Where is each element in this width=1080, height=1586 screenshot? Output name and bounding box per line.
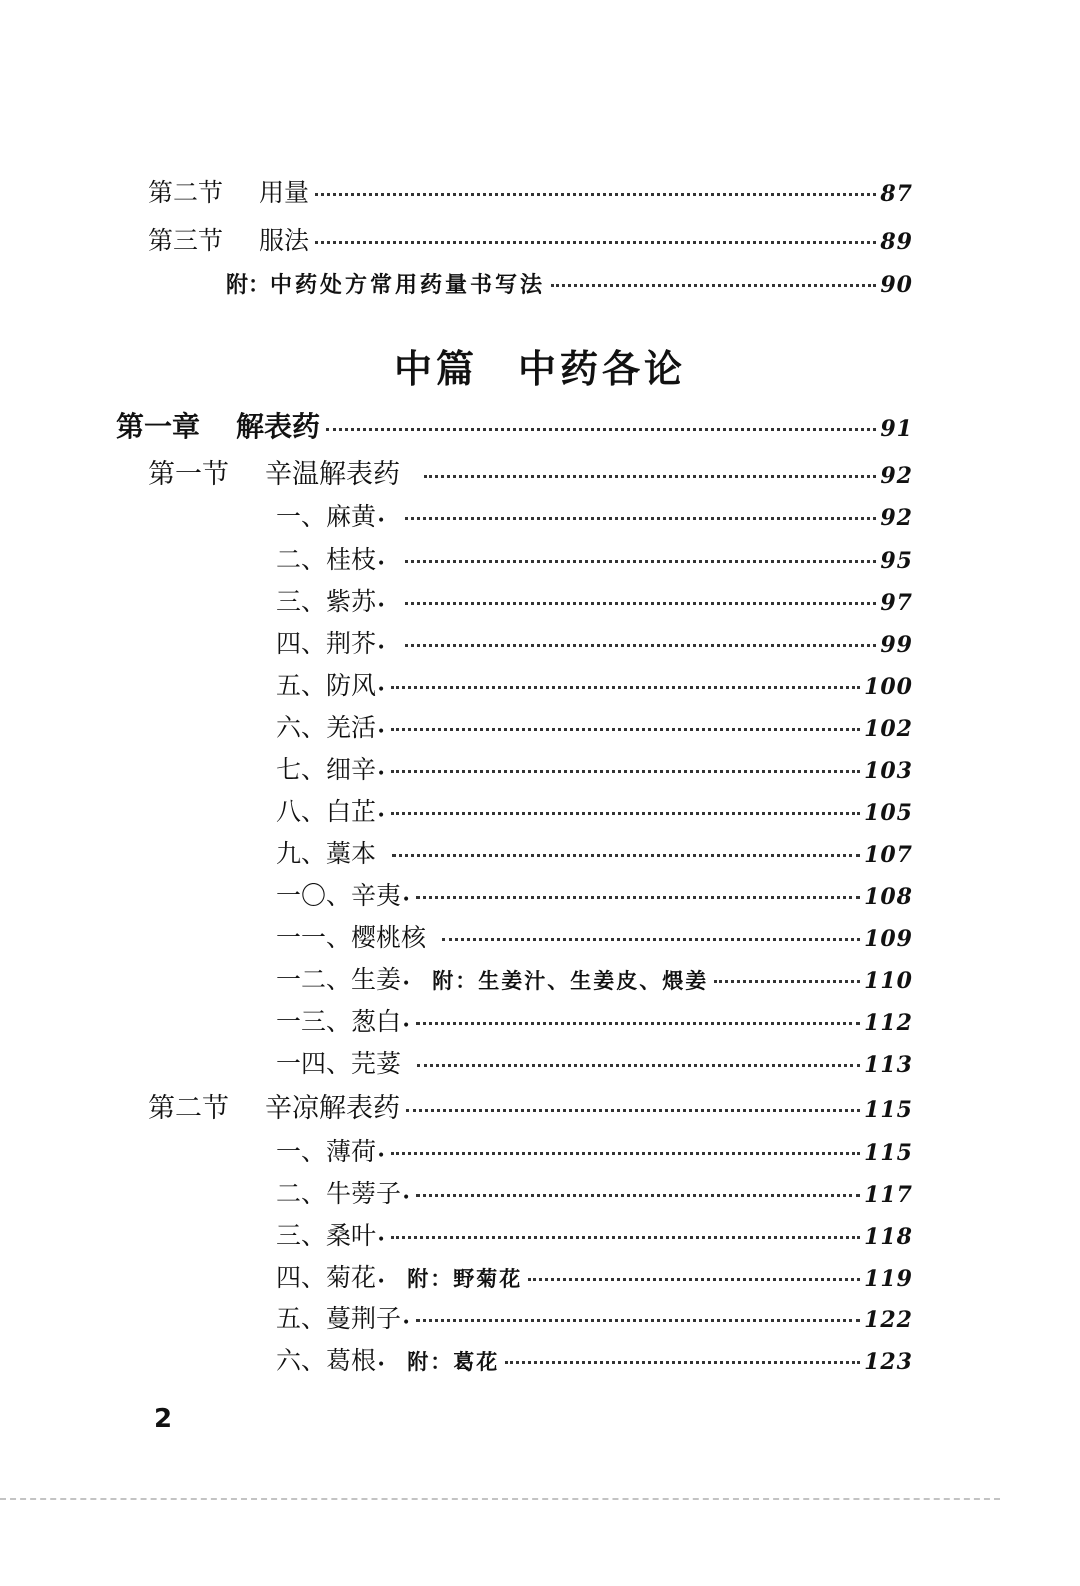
- asterisk-mark: •: [377, 1274, 386, 1290]
- toc-entry-item: [276, 1344, 913, 1382]
- dot-leader: [417, 1054, 860, 1067]
- scan-artifact-line: [0, 1494, 1000, 1500]
- entry-number: 四、: [276, 629, 327, 658]
- entry-title: 辛温解表药: [265, 459, 400, 490]
- entry-title: 用量: [259, 178, 310, 207]
- entry-title: 藁本: [326, 839, 377, 868]
- dot-leader: [416, 1012, 860, 1025]
- entry-page-number: 119: [864, 1266, 913, 1292]
- entry-title: 细辛: [326, 755, 377, 784]
- asterisk-mark: •: [377, 724, 386, 740]
- entry-page-number: 118: [864, 1224, 913, 1250]
- dot-leader: [391, 802, 860, 815]
- entry-title: 桑叶: [326, 1221, 377, 1250]
- entry-number: 第二节: [148, 178, 224, 207]
- dot-leader: [405, 634, 876, 647]
- entry-number: 五、: [276, 1304, 327, 1333]
- entry-number: 二、: [276, 545, 327, 574]
- entry-page-number: 117: [864, 1182, 913, 1208]
- entry-number: 一一、: [276, 923, 352, 952]
- entry-page-number: 92: [880, 505, 913, 531]
- toc-entry-item: [276, 1261, 913, 1299]
- asterisk-mark: •: [377, 1357, 386, 1373]
- dot-leader: [391, 760, 860, 773]
- entry-title: 蔓荆子: [326, 1304, 402, 1333]
- toc-entry-item: [276, 1302, 913, 1340]
- entry-number: 第二节: [148, 1093, 229, 1124]
- entry-title: 樱桃核: [351, 923, 427, 952]
- toc-entry-item: [276, 1005, 913, 1043]
- entry-number: 六、: [276, 713, 327, 742]
- toc-entry-item: [276, 837, 913, 872]
- asterisk-mark: •: [402, 892, 411, 908]
- asterisk-mark: •: [377, 808, 386, 824]
- toc-entry-chapter: [116, 410, 913, 446]
- entry-title: 牛蒡子: [326, 1179, 402, 1208]
- entry-title: 解表药: [236, 410, 321, 443]
- entry-number: 第三节: [148, 226, 224, 255]
- entry-number: 六、: [276, 1346, 327, 1375]
- entry-title: 麻黄: [326, 502, 377, 531]
- dot-leader: [405, 550, 876, 563]
- entry-page-number: 90: [880, 272, 913, 298]
- entry-page-number: 100: [864, 674, 913, 700]
- entry-page-number: 107: [864, 842, 913, 868]
- dot-leader: [405, 592, 876, 605]
- asterisk-mark: •: [377, 556, 386, 572]
- entry-number: 第一章: [116, 410, 201, 443]
- part-heading-title: 中药各论: [518, 346, 687, 391]
- entry-page-number: 115: [864, 1140, 913, 1166]
- part-heading: [0, 338, 1080, 393]
- toc-entry-item: [276, 753, 913, 791]
- dot-leader: [528, 1268, 860, 1281]
- entry-page-number: 89: [880, 229, 913, 255]
- dot-leader: [315, 231, 876, 244]
- dot-leader: [424, 465, 876, 478]
- dot-leader: [405, 507, 876, 520]
- dot-leader: [551, 274, 876, 287]
- entry-page-number: 87: [880, 181, 913, 207]
- dot-leader: [315, 183, 876, 196]
- entry-page-number: 112: [864, 1010, 913, 1036]
- entry-number: 三、: [276, 587, 327, 616]
- toc-entry-item: [276, 500, 913, 538]
- dot-leader: [391, 676, 860, 689]
- entry-page-number: 115: [864, 1097, 913, 1123]
- asterisk-mark: •: [402, 1190, 411, 1206]
- entry-number: 第一节: [148, 459, 229, 490]
- page-folio: 2: [154, 1404, 173, 1434]
- toc-entry-item: [276, 921, 913, 956]
- part-heading-label: 中篇: [393, 346, 478, 391]
- entry-title: 薄荷: [326, 1137, 377, 1166]
- entry-page-number: 113: [864, 1052, 913, 1078]
- toc-entry-section: [148, 458, 913, 493]
- entry-title: 辛夷: [351, 881, 402, 910]
- entry-page-number: 122: [864, 1307, 913, 1333]
- dot-leader: [416, 1184, 860, 1197]
- entry-page-number: 97: [880, 590, 913, 616]
- toc-entry-item: [276, 669, 913, 707]
- entry-number: 一、: [276, 502, 327, 531]
- entry-page-number: 103: [864, 758, 913, 784]
- entry-page-number: 105: [864, 800, 913, 826]
- entry-number: 一三、: [276, 1007, 352, 1036]
- entry-number: 附：: [226, 272, 271, 298]
- entry-page-number: 92: [880, 463, 913, 489]
- asterisk-mark: •: [402, 1018, 411, 1034]
- asterisk-mark: •: [377, 513, 386, 529]
- asterisk-mark: •: [377, 1232, 386, 1248]
- asterisk-mark: •: [377, 1148, 386, 1164]
- entry-title: 芫荽: [351, 1049, 402, 1078]
- toc-entry-section: [148, 176, 913, 211]
- entry-title: 菊花: [326, 1263, 377, 1292]
- entry-number: 九、: [276, 839, 327, 868]
- entry-title: 葛根: [326, 1346, 377, 1375]
- dot-leader: [392, 844, 860, 857]
- dot-leader: [406, 1099, 860, 1112]
- asterisk-mark: •: [377, 598, 386, 614]
- toc-entry-item: [276, 879, 913, 917]
- dot-leader: [416, 1309, 860, 1322]
- entry-title: 生姜: [351, 965, 402, 994]
- asterisk-mark: •: [402, 1315, 411, 1331]
- dot-leader: [416, 886, 860, 899]
- entry-title: 中药处方常用药量书写法: [270, 272, 546, 298]
- dot-leader: [714, 970, 860, 983]
- dot-leader: [442, 928, 860, 941]
- entry-number: 三、: [276, 1221, 327, 1250]
- entry-title: 防风: [326, 671, 377, 700]
- entry-number: 四、: [276, 1263, 327, 1292]
- entry-number: 一、: [276, 1137, 327, 1166]
- asterisk-mark: •: [402, 976, 411, 992]
- asterisk-mark: •: [377, 640, 386, 656]
- dot-leader: [391, 1226, 860, 1239]
- entry-number: 二、: [276, 1179, 327, 1208]
- toc-entry-item: [276, 963, 913, 1001]
- entry-page-number: 91: [880, 416, 913, 442]
- entry-number: 五、: [276, 671, 327, 700]
- entry-page-number: 102: [864, 716, 913, 742]
- entry-number: 一四、: [276, 1049, 352, 1078]
- dot-leader: [391, 718, 860, 731]
- entry-title: 桂枝: [326, 545, 377, 574]
- toc-entry-item: [276, 1135, 913, 1173]
- entry-title: 葱白: [351, 1007, 402, 1036]
- entry-number: 一二、: [276, 965, 352, 994]
- entry-page-number: 109: [864, 926, 913, 952]
- toc-entry-section: [148, 1092, 913, 1127]
- entry-annex-note: 附：野菊花: [407, 1266, 523, 1291]
- entry-page-number: 95: [880, 548, 913, 574]
- entry-title: 辛凉解表药: [265, 1093, 400, 1124]
- toc-entry-item: [276, 543, 913, 581]
- entry-page-number: 110: [864, 968, 913, 994]
- entry-page-number: 123: [864, 1349, 913, 1375]
- entry-title: 服法: [259, 226, 310, 255]
- entry-number: 一〇、: [276, 881, 352, 910]
- toc-entry-section: [148, 224, 913, 259]
- toc-entry-item: [276, 585, 913, 623]
- toc-entry-item: [276, 795, 913, 833]
- toc-entry-item: [276, 1047, 913, 1082]
- entry-title: 紫苏: [326, 587, 377, 616]
- toc-entry-item: [276, 627, 913, 665]
- toc-entry-appendix: [226, 268, 913, 302]
- dot-leader: [326, 418, 876, 431]
- entry-title: 羌活: [326, 713, 377, 742]
- entry-annex-note: 附：葛花: [407, 1349, 500, 1374]
- toc-entry-item: [276, 711, 913, 749]
- entry-annex-note: 附：生姜汁、生姜皮、煨姜: [432, 968, 709, 993]
- entry-number: 七、: [276, 755, 327, 784]
- dot-leader: [391, 1142, 860, 1155]
- entry-page-number: 108: [864, 884, 913, 910]
- dot-leader: [505, 1351, 860, 1364]
- entry-title: 荆芥: [326, 629, 377, 658]
- toc-entry-item: [276, 1219, 913, 1257]
- toc-entry-item: [276, 1177, 913, 1215]
- asterisk-mark: •: [377, 682, 386, 698]
- entry-title: 白芷: [326, 797, 377, 826]
- entry-page-number: 99: [880, 632, 913, 658]
- entry-number: 八、: [276, 797, 327, 826]
- asterisk-mark: •: [377, 766, 386, 782]
